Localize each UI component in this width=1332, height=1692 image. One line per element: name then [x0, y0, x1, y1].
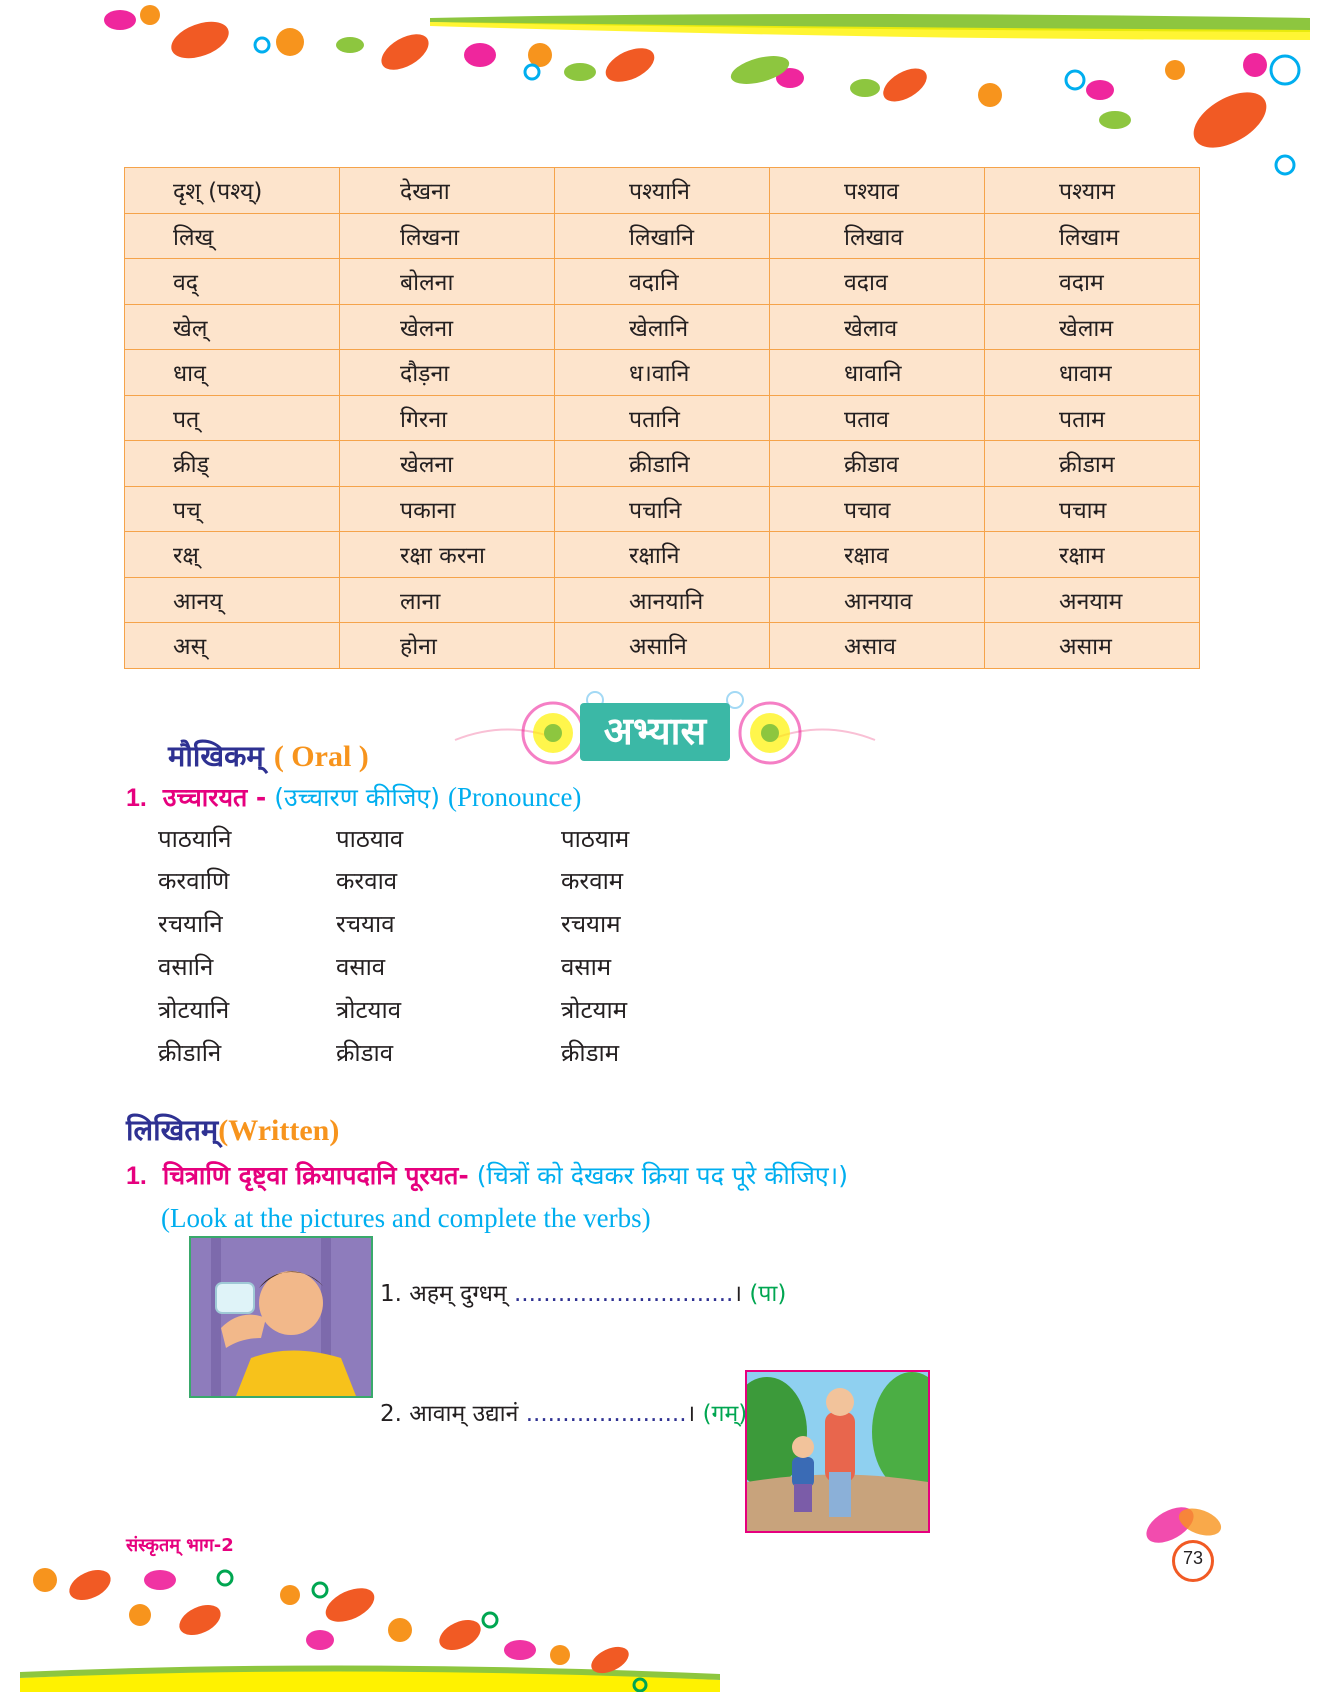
table-cell: खेलाम [985, 304, 1200, 350]
question-number: 1. [126, 784, 147, 812]
table-cell: देखना [340, 168, 555, 214]
top-floral-border [0, 0, 1332, 180]
table-cell: लिखना [340, 213, 555, 259]
table-cell: क्रीडानि [555, 441, 770, 487]
oral-title-english: ( Oral ) [273, 740, 369, 773]
table-row [125, 259, 1200, 305]
table-cell: पश्यानि [555, 168, 770, 214]
word-item: वसाव [336, 953, 386, 981]
word-item: करवाम [561, 867, 624, 895]
exercise-text: 1. अहम् दुग्धम् [380, 1281, 507, 1307]
word-item: क्रीडानि [158, 1039, 222, 1067]
table-cell: क्रीडाव [770, 441, 985, 487]
oral-title-hindi: मौखिकम् [168, 739, 264, 773]
word-item: करवाव [336, 867, 398, 895]
word-item: त्रोटयानि [158, 996, 230, 1024]
table-row [125, 486, 1200, 532]
table-cell: रक्षानि [555, 532, 770, 578]
table-cell: पच् [125, 486, 340, 532]
table-cell: लिखाव [770, 213, 985, 259]
table-cell: क्रीडाम [985, 441, 1200, 487]
table-cell: खेल् [125, 304, 340, 350]
table-cell: लिखानि [555, 213, 770, 259]
word-item: वसानि [158, 953, 214, 981]
table-cell: बोलना [340, 259, 555, 305]
question-text-hindi-paren: (चित्रों को देखकर क्रिया पद पूरे कीजिए।) [476, 1161, 848, 1190]
question-text-hindi-paren: (उच्चारण कीजिए) [274, 783, 441, 812]
word-item: रचयानि [158, 910, 223, 938]
table-cell: दौड़ना [340, 350, 555, 396]
table-cell: पश्याम [985, 168, 1200, 214]
exercise-hint: (पा) [749, 1281, 787, 1307]
word-item: वसाम [561, 953, 612, 981]
word-item: पाठयाव [336, 825, 404, 853]
table-cell: अस् [125, 623, 340, 669]
table-cell: खेलना [340, 304, 555, 350]
table-cell: आनयानि [555, 577, 770, 623]
table-cell: लिखाम [985, 213, 1200, 259]
word-item: करवाणि [158, 867, 230, 895]
word-item: रचयाम [561, 910, 621, 938]
table-cell: अनयाम [985, 577, 1200, 623]
table-cell: पचाव [770, 486, 985, 532]
table-cell: होना [340, 623, 555, 669]
table-row [125, 623, 1200, 669]
question-text-english: (Look at the pictures and complete the verbs) [161, 1203, 651, 1233]
table-cell: गिरना [340, 395, 555, 441]
table-cell: वद् [125, 259, 340, 305]
exercise-end: । [686, 1401, 696, 1427]
question-text-hindi: चित्राणि दृष्ट्वा क्रियापदानि पूरयत- [162, 1161, 469, 1190]
walking-in-park-picture [745, 1370, 930, 1533]
exercise-end: । [733, 1281, 743, 1307]
table-cell: पताम [985, 395, 1200, 441]
table-row [125, 213, 1200, 259]
table-cell: खेलानि [555, 304, 770, 350]
table-cell: रक्षाव [770, 532, 985, 578]
table-cell: लाना [340, 577, 555, 623]
table-cell: दृश् (पश्य्) [125, 168, 340, 214]
table-row [125, 395, 1200, 441]
word-item: रचयाव [336, 910, 395, 938]
table-row [125, 304, 1200, 350]
blank-dots: .............................. [514, 1281, 734, 1307]
table-cell: आनय् [125, 577, 340, 623]
table-cell: असानि [555, 623, 770, 669]
table-row [125, 441, 1200, 487]
table-cell: असाव [770, 623, 985, 669]
question-text-hindi: उच्चारयत - [162, 783, 267, 812]
written-question-1-english [161, 1203, 651, 1234]
table-cell: रक्ष् [125, 532, 340, 578]
exercise-hint: (गम्) [702, 1401, 748, 1427]
exercise-1 [380, 1276, 786, 1308]
written-title-english: (Written) [218, 1114, 340, 1147]
written-title-hindi: लिखितम् [126, 1113, 219, 1147]
table-cell: पश्याव [770, 168, 985, 214]
table-cell: पचाम [985, 486, 1200, 532]
table-cell: पचानि [555, 486, 770, 532]
word-item: पाठयाम [561, 825, 630, 853]
book-title-footer: संस्कृतम् भाग-2 [126, 1535, 234, 1556]
table-cell: पतानि [555, 395, 770, 441]
abhyas-title: अभ्यास [580, 703, 730, 761]
page-number: 73 [1182, 1548, 1204, 1568]
table-cell: धावानि [770, 350, 985, 396]
table-row [125, 577, 1200, 623]
table-cell: क्रीड् [125, 441, 340, 487]
table-cell: वदाव [770, 259, 985, 305]
table-cell: पत् [125, 395, 340, 441]
verb-conjugation-table [124, 167, 1200, 669]
exercise-2 [380, 1396, 747, 1428]
oral-question-1 [126, 780, 581, 814]
blank-dots: ...................... [525, 1401, 687, 1427]
table-cell: धावाम [985, 350, 1200, 396]
written-question-1 [126, 1158, 848, 1192]
table-cell: पकाना [340, 486, 555, 532]
word-item: क्रीडाव [336, 1039, 394, 1067]
table-cell: पताव [770, 395, 985, 441]
table-cell: खेलना [340, 441, 555, 487]
table-cell: लिख् [125, 213, 340, 259]
question-number: 1. [126, 1162, 147, 1190]
table-cell: खेलाव [770, 304, 985, 350]
table-cell: रक्षा करना [340, 532, 555, 578]
table-cell: असाम [985, 623, 1200, 669]
oral-heading [168, 736, 369, 775]
bottom-floral-border [0, 1560, 1332, 1692]
written-heading [126, 1110, 339, 1149]
table-row [125, 532, 1200, 578]
word-item: त्रोटयाम [561, 996, 628, 1024]
table-cell: रक्षाम [985, 532, 1200, 578]
question-text-english: (Pronounce) [447, 782, 582, 812]
table-cell: आनयाव [770, 577, 985, 623]
word-item: क्रीडाम [561, 1039, 620, 1067]
exercise-text: 2. आवाम् उद्यानं [380, 1401, 519, 1427]
boy-drinking-picture [189, 1236, 373, 1398]
table-cell: ध।वानि [555, 350, 770, 396]
table-row [125, 350, 1200, 396]
table-cell: धाव् [125, 350, 340, 396]
word-item: त्रोटयाव [336, 996, 402, 1024]
table-cell: वदाम [985, 259, 1200, 305]
table-cell: वदानि [555, 259, 770, 305]
word-item: पाठयानि [158, 825, 232, 853]
table-row [125, 168, 1200, 214]
